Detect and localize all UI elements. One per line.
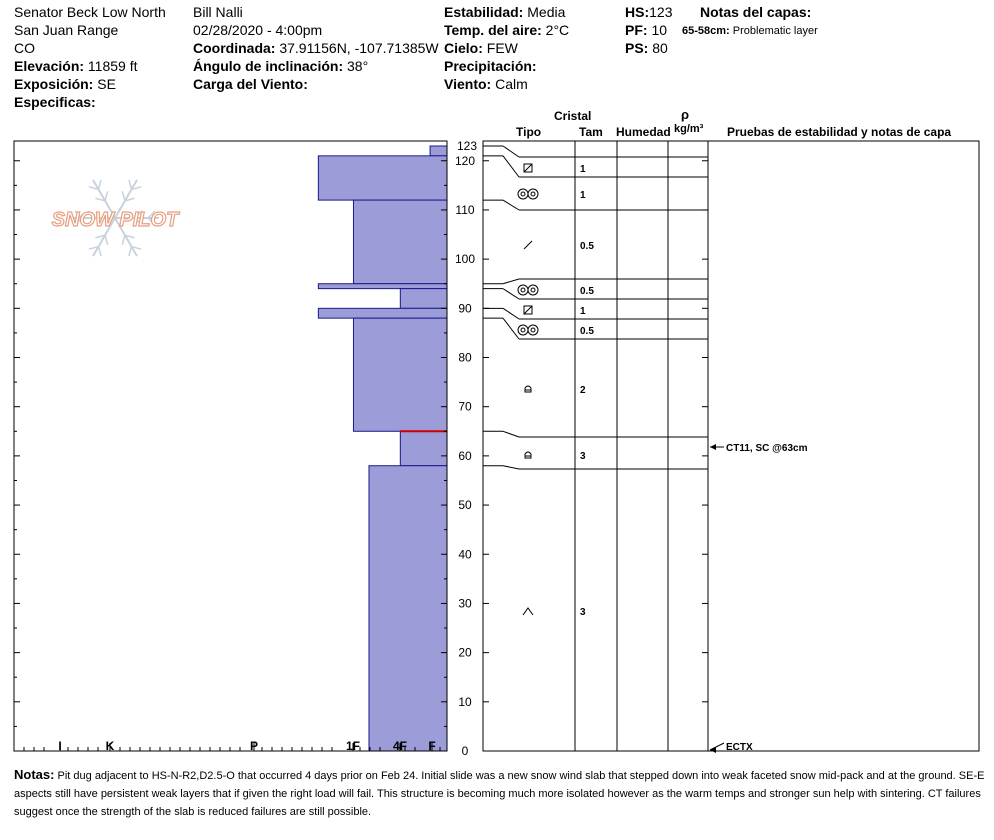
stability-label: Estabilidad: <box>444 4 524 20</box>
rounds-icon <box>521 192 525 196</box>
air-temp-value: 2°C <box>545 22 570 38</box>
rounds-icon <box>531 192 535 196</box>
slope-angle-label: Ángulo de inclinación: <box>193 58 344 74</box>
site-state: CO <box>14 40 35 56</box>
col-header-stability-tests: Pruebas de estabilidad y notas de capa <box>727 125 952 139</box>
pf-value: 10 <box>651 22 668 38</box>
hardness-layer <box>353 200 447 284</box>
crystal-size-label: 1 <box>580 164 586 175</box>
row-connector <box>503 308 519 319</box>
snow-pilot-logo-text: SNOW PILOT <box>51 209 179 231</box>
coordinate-label: Coordinada: <box>193 40 276 56</box>
rounds-icon <box>528 285 538 295</box>
coordinate-value: 37.91156N, -107.71385W <box>279 40 439 56</box>
site-range: San Juan Range <box>14 22 119 38</box>
notes-text: Pit dug adjacent to HS-N-R2,D2.5-O that occurred 4 days prior on Feb 24. Initial slide was a new snow wind slab that stepped down into weak faceted snow mid-pack and at the ground. SE-E aspects still have persistent weak layers that if given the right load will fail. This structure is becoming much more isolated however as the warm temps and stronger sun help with sintering. CT failures suggest once the strength of the slab is reduced failures are still possible. <box>14 770 985 818</box>
hardness-layers <box>318 146 447 751</box>
hardness-tick-label: 1F <box>345 739 361 753</box>
rounds-icon <box>521 288 525 292</box>
slash-icon <box>524 241 532 249</box>
pf-label: PF: <box>625 22 648 38</box>
snow-pilot-logo <box>52 180 180 256</box>
height-tick-label: 30 <box>458 596 472 611</box>
snowflake-branch <box>122 235 125 245</box>
elevation-value: 11859 ft <box>87 58 138 74</box>
row-connector <box>503 279 519 284</box>
stability-test-label: CT11, SC @63cm <box>726 443 808 454</box>
hardness-layer <box>430 146 447 156</box>
crystal-size-label: 1 <box>580 190 586 201</box>
hardness-tick-label: P <box>249 739 259 753</box>
stability-value: Media <box>527 4 566 20</box>
height-tick-label: 120 <box>454 153 476 168</box>
aspect-label: Exposición: <box>14 76 94 92</box>
height-tick-label: 80 <box>458 350 472 365</box>
hardness-layer <box>318 284 447 289</box>
crystal-table <box>483 146 708 618</box>
observer-name: Bill Nalli <box>193 4 243 20</box>
snowflake-branch <box>129 180 132 190</box>
row-connector <box>503 431 519 437</box>
height-tick-label: 70 <box>458 399 472 414</box>
height-tick-label: 10 <box>458 694 472 709</box>
row-connector <box>503 146 519 157</box>
hardness-tick-label: I <box>58 739 62 753</box>
crystal-size-label: 3 <box>580 451 586 462</box>
rounds-icon <box>531 288 535 292</box>
stability-tests <box>710 443 808 753</box>
rounds-icon <box>531 328 535 332</box>
snowflake-branch <box>129 247 132 257</box>
hardness-layer <box>400 431 447 465</box>
col-header-density-unit: kg/m³ <box>674 123 704 135</box>
crystal-size-label: 0.5 <box>580 326 594 337</box>
snowflake-branch <box>105 235 108 245</box>
snowflake-branch <box>99 180 102 190</box>
hardness-layer <box>369 466 447 751</box>
height-tick-label: 90 <box>458 301 472 316</box>
crystal-size-label: 3 <box>580 607 586 618</box>
crystal-size-label: 1 <box>580 306 586 317</box>
hs-value: 123 <box>649 4 673 20</box>
hardness-layer <box>400 289 447 309</box>
crystal-size-label: 0.5 <box>580 286 594 297</box>
col-header-cristal: Cristal <box>554 109 592 123</box>
height-tick-label: 60 <box>458 448 472 463</box>
rounds-icon <box>528 189 538 199</box>
stability-test-label: ECTX <box>726 742 753 753</box>
layer-notes-title: Notas del capas: <box>700 4 812 20</box>
test-arrowhead <box>710 444 716 450</box>
depth-hoar-icon <box>523 608 533 615</box>
snowflake-branch <box>122 191 125 201</box>
wind-value: Calm <box>495 76 528 92</box>
rounds-icon <box>528 325 538 335</box>
hardness-layer <box>318 156 447 200</box>
height-tick-label: 20 <box>458 645 472 660</box>
snowflake-branch <box>105 191 108 201</box>
height-tick-label: 0 <box>461 744 469 758</box>
sky-label: Cielo: <box>444 40 483 56</box>
wind-label: Viento: <box>444 76 492 92</box>
rounds-icon <box>518 285 528 295</box>
row-connector <box>503 200 519 210</box>
height-tick-label: 50 <box>458 498 472 513</box>
slope-angle-value: 38° <box>347 58 369 74</box>
row-connector <box>503 466 519 469</box>
hardness-tick-label: K <box>105 739 115 753</box>
aspect-value: SE <box>97 76 116 92</box>
height-tick-label: 110 <box>455 202 475 217</box>
wind-load-label: Carga del Viento: <box>193 76 308 92</box>
col-header-rho: ρ <box>681 107 690 122</box>
notes-label: Notas: <box>14 767 55 782</box>
crystal-size-label: 2 <box>580 385 586 396</box>
snowflake-branch <box>99 247 102 257</box>
elevation-label: Elevación: <box>14 58 85 74</box>
hs-label: HS: <box>625 4 650 20</box>
rounds-icon <box>518 325 528 335</box>
test-arrowhead <box>710 747 716 753</box>
facet-icon <box>525 386 531 392</box>
ps-value: 80 <box>652 40 668 56</box>
boxed-x-icon <box>524 164 532 172</box>
chart-frames <box>14 141 979 751</box>
hardness-tick-label: F <box>428 739 436 753</box>
height-top-label: 123 <box>456 139 478 153</box>
hardness-tick-label: 4F <box>392 739 408 753</box>
row-connector <box>503 318 519 339</box>
specifics-label: Especificas: <box>14 94 96 110</box>
sky-value: FEW <box>486 40 518 56</box>
rounds-icon <box>518 189 528 199</box>
rounds-icon <box>521 328 525 332</box>
ps-label: PS: <box>625 40 649 56</box>
col-header-tam: Tam <box>579 125 603 139</box>
hardness-layer <box>353 318 447 431</box>
observation-datetime: 02/28/2020 - 4:00pm <box>193 22 323 38</box>
crystal-size-label: 0.5 <box>580 241 594 252</box>
site-name: Senator Beck Low North <box>14 4 166 20</box>
col-header-tipo: Tipo <box>516 125 542 139</box>
height-tick-label: 100 <box>454 252 476 267</box>
notes-block <box>14 766 989 821</box>
hardness-layer <box>318 308 447 318</box>
layer-notes-range: 65-58cm: <box>682 25 730 37</box>
boxed-x-icon <box>524 306 532 314</box>
facet-icon <box>525 452 531 458</box>
row-connector <box>503 289 519 299</box>
col-header-humedad: Humedad <box>616 125 671 139</box>
layer-notes-text: Problematic layer <box>732 25 818 37</box>
height-tick-label: 40 <box>458 547 472 562</box>
row-connector <box>503 156 519 177</box>
precipitation-label: Precipitación: <box>444 58 537 74</box>
air-temp-label: Temp. del aire: <box>444 22 542 38</box>
